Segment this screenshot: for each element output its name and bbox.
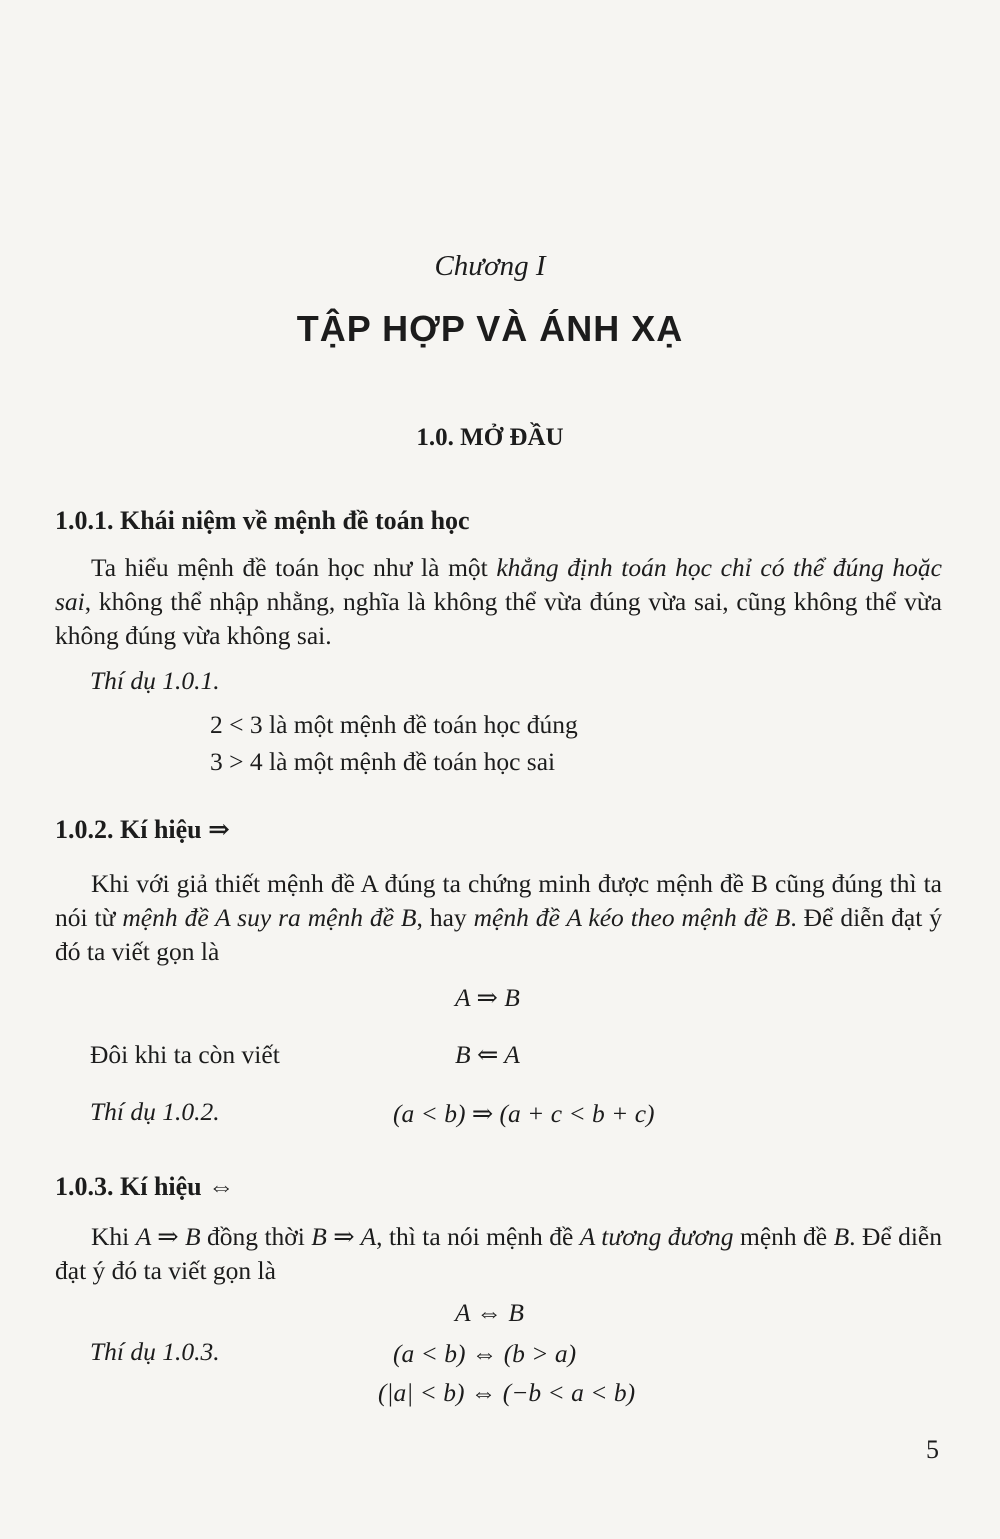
formula: A ⇒ B: [455, 983, 520, 1012]
text: , không thể nhập nhằng, nghĩa là không thể vừa đúng vừa sai, cũng không thể vừa không đúng vừa không sai.: [55, 587, 942, 650]
text: Đôi khi ta còn viết: [90, 1040, 280, 1069]
text: , hay: [416, 903, 474, 932]
text: Khi: [91, 1222, 136, 1251]
emphasis: mệnh đề A kéo theo mệnh đề B: [473, 903, 791, 932]
text: Ta hiểu mệnh đề toán học như là một: [91, 553, 497, 582]
math: B: [833, 1222, 850, 1251]
paragraph-1-0-3: [55, 1220, 942, 1288]
text: . Để diễn đạt ý đó ta viết gọn là: [55, 1222, 942, 1285]
heading-1-0-1: 1.0.1. Khái niệm về mệnh đề toán học: [55, 506, 470, 535]
emphasis: khẳng định toán học chỉ có thể đúng hoặc sai: [55, 553, 942, 616]
text: , thì ta nói mệnh đề: [376, 1222, 580, 1251]
emphasis: A tương đương: [579, 1222, 734, 1251]
example-label: Thí dụ 1.0.2.: [90, 1097, 220, 1126]
formula: (a < b) ⇔ (b > a): [393, 1339, 577, 1368]
formula: (a < b) ⇒ (a + c < b + c): [393, 1099, 655, 1128]
example-label: Thí dụ 1.0.1.: [90, 666, 220, 695]
emphasis: mệnh đề A suy ra mệnh đề B: [122, 903, 417, 932]
formula: B ⇐ A: [455, 1040, 520, 1069]
heading-1-0-3: 1.0.3. Kí hiệu ⇔: [55, 1172, 235, 1201]
chapter-label: Chương I: [434, 250, 546, 282]
paragraph-1-0-1: [55, 551, 942, 653]
text: . Để diễn đạt ý đó ta viết gọn là: [55, 903, 943, 966]
text: Khi với giả thiết mệnh đề A đúng ta chứng minh được mệnh đề B cũng đúng thì ta nói từ: [55, 869, 942, 932]
example-line: 2 < 3 là một mệnh đề toán học đúng: [210, 710, 578, 739]
heading-1-0-2: 1.0.2. Kí hiệu ⇒: [55, 815, 230, 844]
formula: (|a| < b) ⇔ (−b < a < b): [378, 1378, 636, 1407]
text: đồng thời: [200, 1222, 312, 1251]
example-label: Thí dụ 1.0.3.: [90, 1337, 220, 1366]
paragraph-1-0-2: [55, 867, 942, 969]
text: mệnh đề: [733, 1222, 834, 1251]
math: A ⇒ B: [135, 1222, 201, 1251]
formula: A ⇔ B: [455, 1298, 524, 1327]
chapter-title: TẬP HỢP VÀ ÁNH XẠ: [296, 308, 684, 349]
example-line: 3 > 4 là một mệnh đề toán học sai: [210, 747, 556, 776]
math: B ⇒ A: [311, 1222, 377, 1251]
page-number: 5: [926, 1435, 939, 1464]
section-title: 1.0. MỞ ĐẦU: [416, 424, 564, 451]
